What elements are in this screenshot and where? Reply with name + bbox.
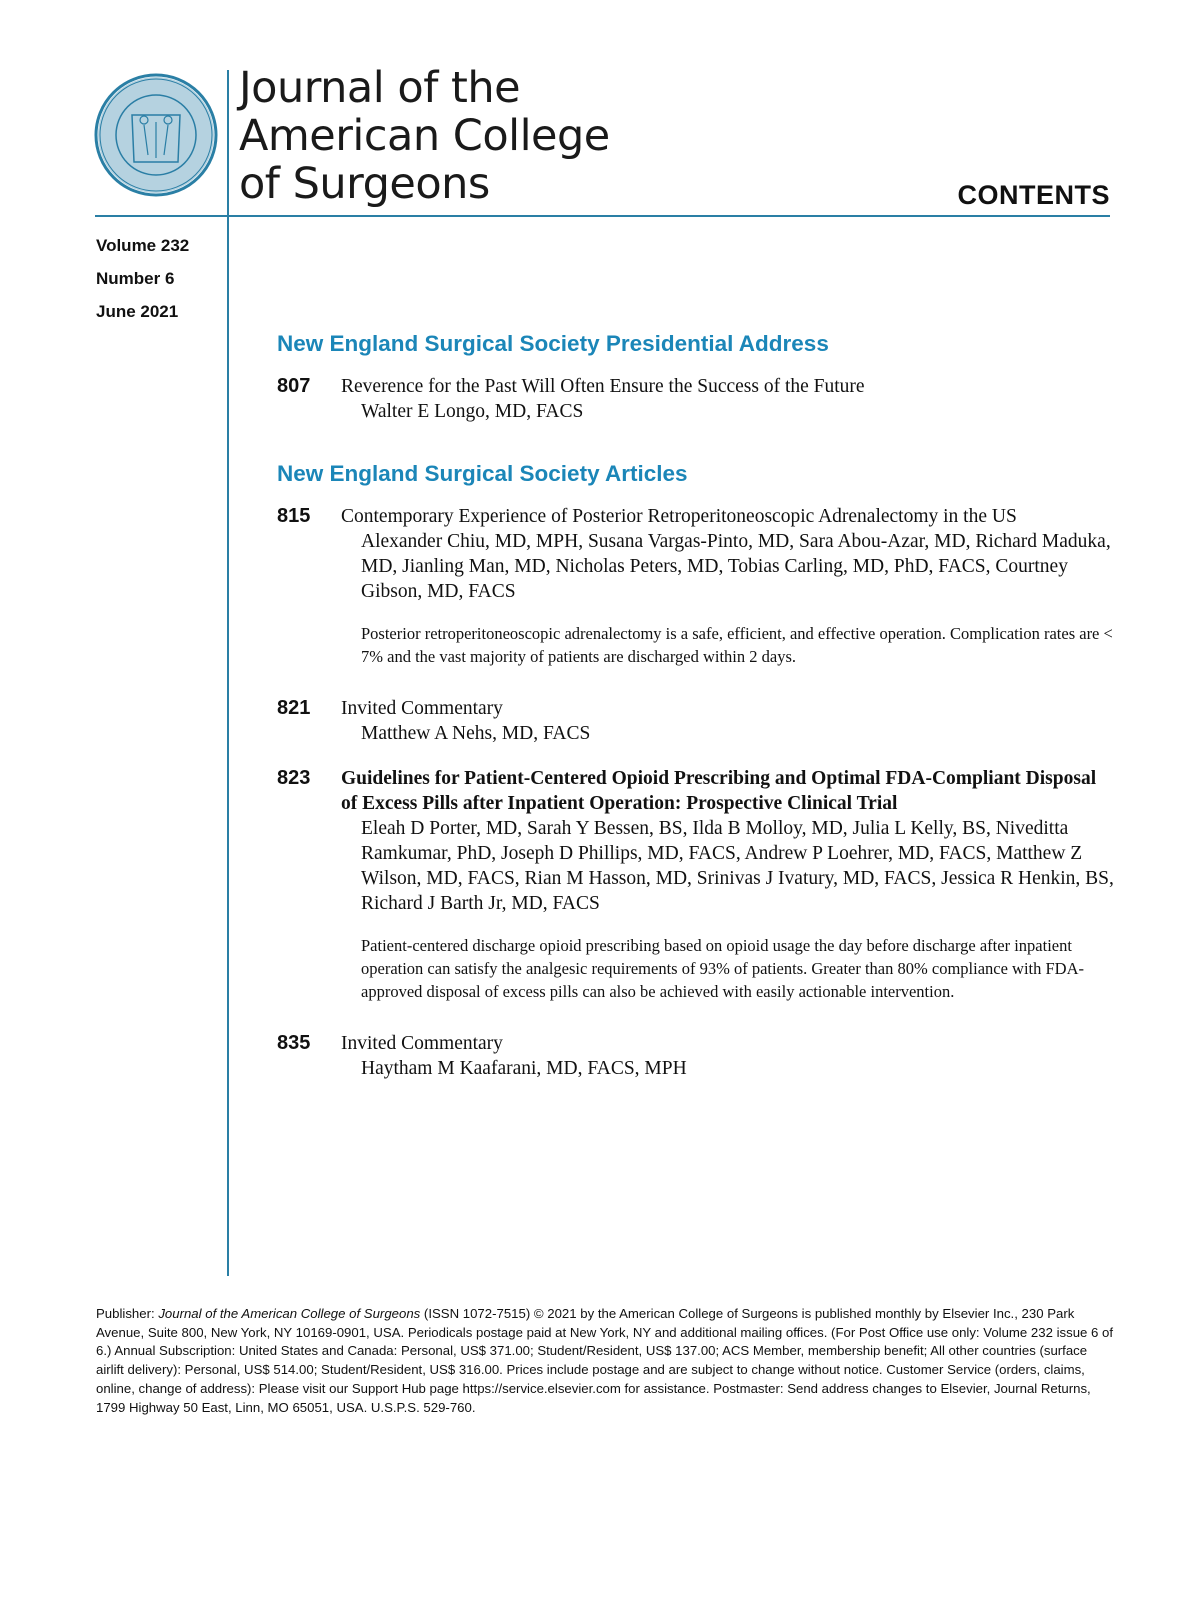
- section-heading: New England Surgical Society Articles: [277, 461, 688, 486]
- volume: Volume 232: [96, 236, 190, 255]
- article-authors: Eleah D Porter, MD, Sarah Y Bessen, BS, Ilda B Molloy, MD, Julia L Kelly, BS, Niveditta Ramkumar, PhD, Joseph D Phillips, MD, FACS, Andrew P Loehrer, MD, FACS, Matthew Z Wilson, MD, FACS, Rian M Hasson, MD, Srinivas J Ivatury, MD, FACS, Jessica R Henkin, BS, Richard J Barth Jr, MD, FACS: [361, 818, 1114, 914]
- vertical-rule: [227, 70, 229, 1276]
- toc-entry[interactable]: [277, 504, 1117, 668]
- journal-title-line: Journal of the: [239, 63, 521, 113]
- article-title[interactable]: Contemporary Experience of Posterior Retroperitoneoscopic Adrenalectomy in the US: [341, 506, 1017, 527]
- contents-label: CONTENTS: [957, 180, 1110, 210]
- acs-seal-icon: [92, 70, 220, 200]
- toc-entry[interactable]: [277, 766, 1117, 1003]
- page-number: 835: [277, 1032, 311, 1054]
- publisher-text: (ISSN 1072-7515) © 2021 by the American College of Surgeons is published monthly by Elsevier Inc., 230 Park Avenue, Suite 800, New York, NY 10169-0901, USA. Periodicals postage paid at New York, NY and additional mailing offices. (For Post Office use only: Volume 232 issue 6 of 6.) Annual Subscription: United States and Canada: Personal, US$ 371.00; Student/Resident, US$ 137.00; ACS Member, membership benefit; All other countries (surface airlift delivery): Personal, US$ 514.00; Student/Resident, US$ 316.00. Prices include postage and are subject to change without notice. Customer Service (orders, claims, online, change of address): Please visit our Support Hub page https://service.elsevier.com for assistance. Postmaster: Send address changes to Elsevier, Journal Returns, 1799 Highway 50 East, Linn, MO 65051, USA. U.S.P.S. 529-760.: [96, 1306, 1114, 1415]
- article-title[interactable]: Invited Commentary: [341, 698, 503, 719]
- issue-date: June 2021: [96, 302, 179, 321]
- section-heading: New England Surgical Society Presidential Address: [277, 331, 829, 356]
- page-number: 823: [277, 767, 311, 789]
- publisher-footer: [96, 1305, 1114, 1417]
- table-of-contents: [277, 330, 1117, 1101]
- issue-number: Number 6: [96, 269, 175, 288]
- article-summary: Posterior retroperitoneoscopic adrenalectomy is a safe, efficient, and effective operation. Complication rates are < 7% and the vast majority of patients are discharged within 2 days.: [361, 624, 1113, 666]
- page-number: 821: [277, 697, 311, 719]
- article-authors: Alexander Chiu, MD, MPH, Susana Vargas-Pinto, MD, Sara Abou-Azar, MD, Richard Maduka, MD, Jianling Man, MD, Nicholas Peters, MD, Tobias Carling, MD, PhD, FACS, Courtney Gibson, MD, FACS: [361, 531, 1111, 602]
- article-title[interactable]: Reverence for the Past Will Often Ensure the Success of the Future: [341, 376, 865, 397]
- article-authors: Haytham M Kaafarani, MD, FACS, MPH: [361, 1058, 687, 1079]
- article-title[interactable]: Guidelines for Patient-Centered Opioid Prescribing and Optimal FDA-Compliant Disposal of Excess Pills after Inpatient Operation: Prospective Clinical Trial: [341, 768, 1097, 814]
- header-rule: [95, 215, 1110, 217]
- article-authors: Matthew A Nehs, MD, FACS: [361, 723, 591, 744]
- journal-name: Journal of the American College of Surgeons: [158, 1306, 421, 1321]
- page-number: 807: [277, 375, 311, 397]
- journal-title-line: of Surgeons: [239, 159, 490, 209]
- article-summary: Patient-centered discharge opioid prescribing based on opioid usage the day before discharge after inpatient operation can satisfy the analgesic requirements of 93% of patients. Greater than 80% compliance with FDA-approved disposal of excess pills can also be achieved with easily actionable intervention.: [361, 936, 1085, 1001]
- journal-title: [239, 64, 610, 208]
- article-title[interactable]: Invited Commentary: [341, 1033, 503, 1054]
- toc-entry[interactable]: [277, 1031, 1117, 1081]
- toc-entry[interactable]: [277, 696, 1117, 746]
- publisher-label: Publisher:: [96, 1306, 159, 1321]
- page-number: 815: [277, 505, 311, 527]
- issue-info: [96, 235, 189, 334]
- journal-title-line: American College: [239, 111, 610, 161]
- article-authors: Walter E Longo, MD, FACS: [361, 401, 584, 422]
- toc-entry[interactable]: [277, 374, 1117, 424]
